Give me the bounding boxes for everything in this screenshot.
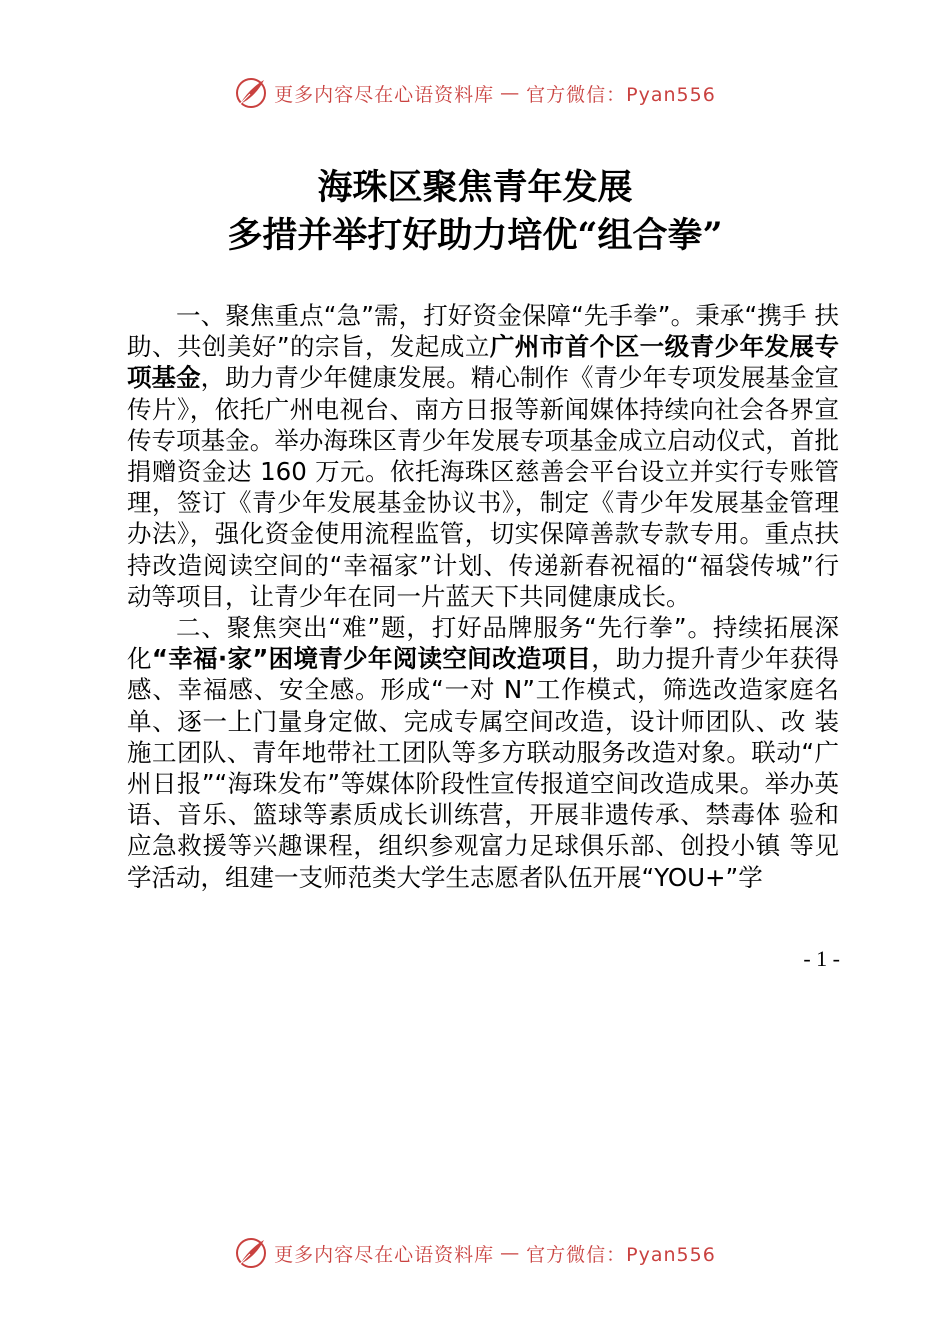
watermark-text: 更多内容尽在心语资料库 — [274, 83, 495, 106]
watermark-header — [0, 76, 950, 110]
paragraph-2-bold: “幸福·家”困境青少年阅读空间改造项目 — [151, 644, 592, 674]
feather-pen-logo-icon — [234, 1236, 268, 1270]
watermark-separator: — — [500, 1242, 521, 1264]
paragraph-1-text-c: ，助力青少年健康发展。精心制作《青少年专项发展基金宣传片》，依托广州电视台、南方日报等新闻媒体持续向社会各界宣传专项基金。举办海珠区青少年发展专项基金成立启动仪式，首批捐赠资金达 160 万元。依托海珠区慈善会平台设立并实行专账管理，签订《青少年发展基金协议书》，制定《青少年发展基金管理办法》，强化资金使用流程监管，切实保障善款专款专用。重点扶持改造阅读空间的“幸福家”计划、传递新春祝福的“福袋传城”行动等项目，让青少年在同一片蓝天下共同健康成长。 — [127, 363, 840, 611]
watermark-separator: — — [500, 82, 521, 104]
document-body — [127, 300, 839, 893]
feather-pen-logo-icon — [234, 76, 268, 110]
paragraph-2-text-a: 二、聚焦突出“难”题，打好品牌服务“先行拳”。持续拓展深化 — [127, 613, 839, 674]
paragraph-2-text-c: ，助力提升青少年获得感、幸福感、安全感。形成“一对 N”工作模式，筛选改造家庭名单、逐一上门量身定做、完成专属空间改造，设计师团队、改 装施工团队、青年地带社工团队等多方联动服务改造对象。联动“广州日报”“海珠发布”等媒体阶段性宣传报道空间改造成果。举办英语、音乐、篮球等素质成长训练营，开展非遗传承、禁毒体 验和应急救援等兴趣课程，组织参观富力足球俱乐部、创投小镇 等见学活动，组建一支师范类大学生志愿者队伍开展“YOU+”学 — [127, 644, 840, 892]
paragraph-1 — [127, 300, 839, 612]
document-title-line-1: 海珠区聚焦青年发展 — [317, 167, 633, 208]
document-title-line-2: 多措并举打好助力培优“组合拳” — [227, 215, 723, 256]
paragraph-2 — [127, 612, 839, 893]
paragraph-1-bold: 广州市首个区一级青少年发展专项基金 — [127, 332, 840, 393]
watermark-text: 更多内容尽在心语资料库 — [274, 1243, 495, 1266]
paragraph-1-text-a: 一、聚焦重点“急”需，打好资金保障“先手拳”。秉承“携手 扶助、共创美好”的宗旨，发起成立 — [127, 301, 839, 362]
watermark-wechat: 官方微信：Pyan556 — [526, 83, 716, 106]
page-number: - 1 - — [803, 946, 840, 971]
watermark-footer — [0, 1236, 950, 1270]
watermark-wechat: 官方微信：Pyan556 — [526, 1243, 716, 1266]
